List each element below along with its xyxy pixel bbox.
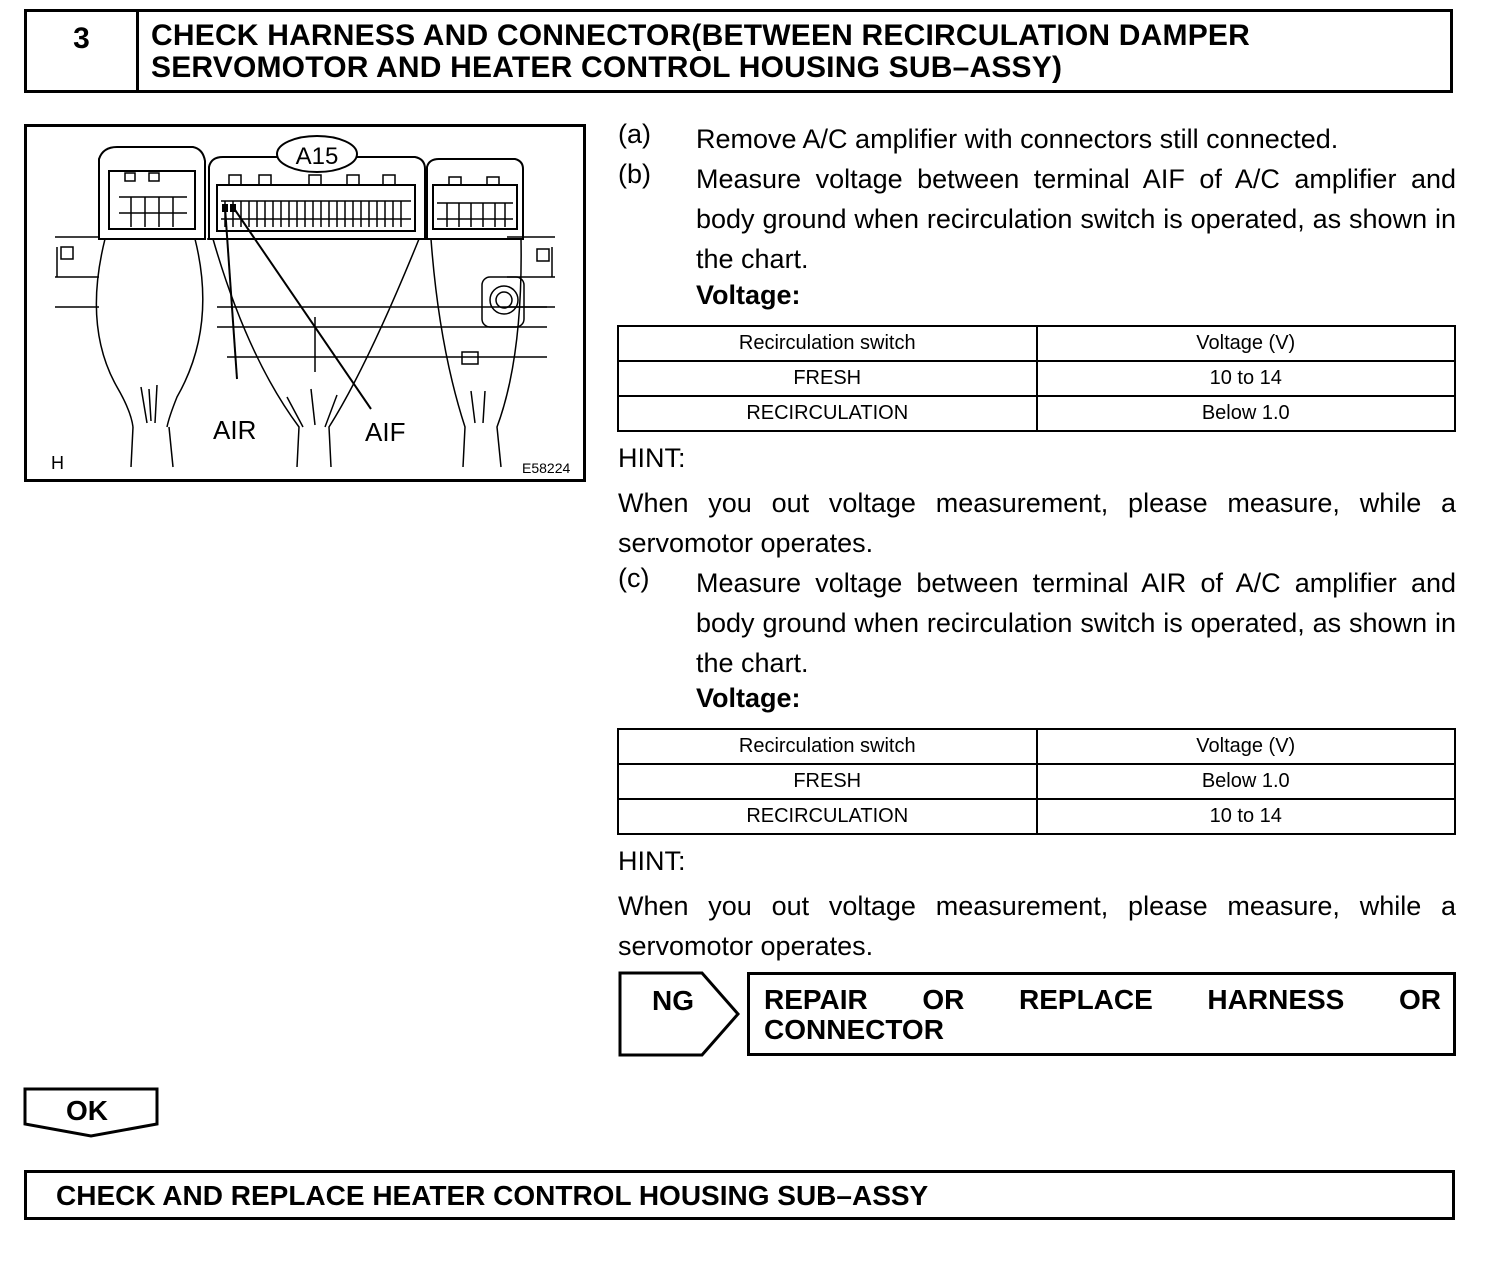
table-cell: Below 1.0 [1037, 764, 1456, 799]
table-header-row [618, 326, 1455, 361]
figure-corner-letter: H [51, 453, 64, 473]
ng-action-line1: REPAIR OR REPLACE HARNESS OR [764, 984, 1441, 1015]
table-header-cell: Voltage (V) [1037, 729, 1456, 764]
table-cell: FRESH [618, 361, 1037, 396]
table-cell: 10 to 14 [1037, 361, 1456, 396]
ok-label: OK [66, 1095, 108, 1126]
step-title-line2: SERVOMOTOR AND HEATER CONTROL HOUSING SUB–ASSY) [151, 51, 1063, 84]
procedure-a-label: (a) [618, 119, 651, 149]
step-title [151, 20, 1441, 84]
table-header-cell: Voltage (V) [1037, 326, 1456, 361]
procedure-b-text: Measure voltage between terminal AIF of A/C amplifier and body ground when recirculation switch is operated, as shown in the chart. [696, 164, 1456, 274]
step-title-line1: CHECK HARNESS AND CONNECTOR(BETWEEN RECIRCULATION DAMPER [151, 19, 1250, 52]
table-row [618, 396, 1455, 431]
hint-text-2: When you out voltage measurement, please measure, while a servomotor operates. [618, 891, 1456, 961]
final-step-box [24, 1170, 1455, 1220]
voltage-table-2 [617, 728, 1456, 835]
ng-action-line2: CONNECTOR [764, 1014, 944, 1045]
ng-label: NG [652, 985, 694, 1016]
procedure-c-text: Measure voltage between terminal AIR of A/C amplifier and body ground when recirculation switch is operated, as shown in the chart. [696, 568, 1456, 678]
procedure-c-label: (c) [618, 563, 650, 593]
table-cell: RECIRCULATION [618, 396, 1037, 431]
table-row [618, 764, 1455, 799]
table-row [618, 799, 1455, 834]
table-cell: Below 1.0 [1037, 396, 1456, 431]
voltage-table-1 [617, 325, 1456, 432]
final-step-text: CHECK AND REPLACE HEATER CONTROL HOUSING SUB–ASSY [56, 1180, 929, 1211]
hint-label-1: HINT: [618, 443, 686, 473]
voltage-label-2: Voltage: [696, 683, 801, 713]
table-header-row [618, 729, 1455, 764]
procedure-a-text: Remove A/C amplifier with connectors still connected. [696, 124, 1339, 154]
table-cell: 10 to 14 [1037, 799, 1456, 834]
step-header [24, 9, 1453, 93]
voltage-label-1: Voltage: [696, 280, 801, 310]
connector-id-label: A15 [295, 143, 339, 170]
figure-code: E58224 [522, 460, 571, 476]
hint-text-1: When you out voltage measurement, please measure, while a servomotor operates. [618, 488, 1456, 558]
hint-label-2: HINT: [618, 846, 686, 876]
step-number: 3 [27, 12, 139, 90]
terminal-air-label: AIR [213, 415, 257, 445]
ng-action-box [747, 972, 1456, 1056]
table-row [618, 361, 1455, 396]
table-header-cell: Recirculation switch [618, 729, 1037, 764]
procedure-b-label: (b) [618, 159, 651, 189]
table-header-cell: Recirculation switch [618, 326, 1037, 361]
terminal-aif-label: AIF [365, 417, 406, 447]
table-cell: FRESH [618, 764, 1037, 799]
connector-drawing [27, 127, 583, 479]
table-cell: RECIRCULATION [618, 799, 1037, 834]
connector-illustration [24, 124, 586, 482]
